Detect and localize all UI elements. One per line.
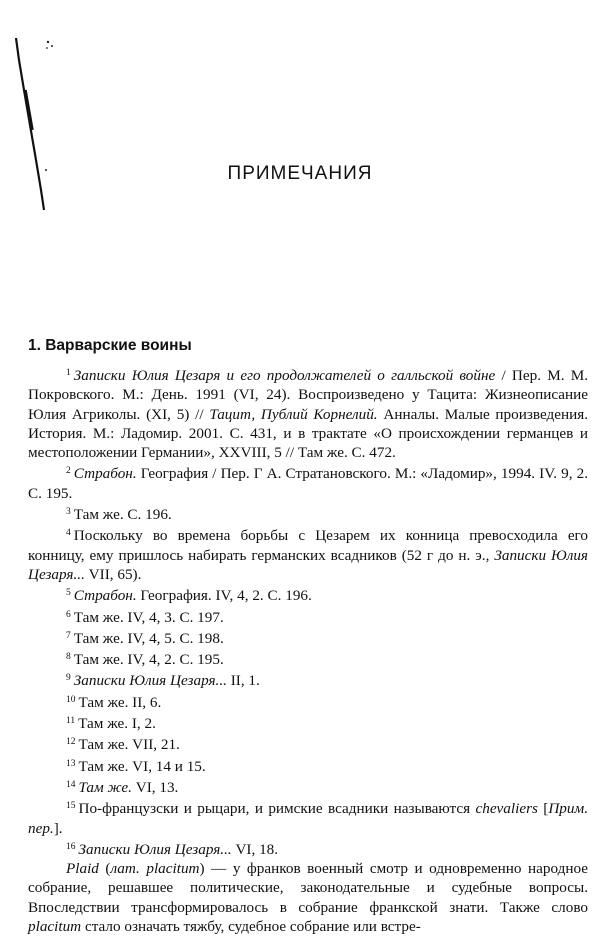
footnote-text: Там же. IV, 4, 2. С. 195. [73, 651, 224, 669]
footnote-number: 1 [66, 368, 71, 378]
footnote-italic-text: Страбон. [73, 587, 137, 605]
footnote [28, 733, 588, 754]
footnote [28, 691, 588, 712]
footnote-text: Там же. VII, 21. [78, 736, 180, 754]
footnote [28, 364, 588, 462]
footnote-text: стало означать тяжбу, судебное собрание или встре- [81, 918, 421, 936]
footnote-number: 14 [66, 779, 76, 790]
footnote-number: 8 [66, 652, 71, 663]
footnote [28, 606, 588, 627]
footnote-text: [ [537, 800, 549, 818]
footnote-text: VI, 13. [131, 778, 179, 796]
footnote [28, 776, 588, 797]
footnote-text: По-французски и рыцари, и римские всадники называются [78, 800, 476, 818]
footnote-italic-text: Plaid [66, 860, 99, 878]
footnote [28, 462, 588, 503]
footnote-number: 3 [66, 507, 71, 518]
footnote-italic-text: chevaliers [475, 800, 538, 818]
footnote-number: 7 [66, 630, 71, 641]
footnote-number: 5 [66, 588, 71, 599]
footnote [28, 648, 588, 669]
footnote [28, 669, 588, 690]
footnote-italic-text: Тацит, Публий Корнелий. [209, 405, 378, 423]
footnote-italic-text: Прим. пер. [28, 800, 588, 837]
footnote-text: / Пер. М. М. Покровского. М.: День. 1991 (VI, 24). Воспроизведено у Тацита: Жизнеописание Юлия Агриколы. (XI, 5) // [28, 367, 588, 423]
footnote [28, 859, 588, 936]
footnote-number: 12 [66, 737, 76, 748]
section-heading: 1. Варварские воины [28, 337, 192, 354]
footnote-text: Анналы. Малые произведения. История. М.: Ладомир. 2001. С. 431, и в трактате «О происхождении германцев и местоположении Германии», XXVIII, 5 // Там же. С. 472. [28, 405, 588, 462]
footnote-text: Там же. IV, 4, 3. С. 197. [73, 608, 224, 626]
footnote-number: 6 [66, 609, 71, 620]
footnote [28, 838, 588, 859]
footnote-italic-text: лат. placitum [110, 860, 200, 878]
footnote-number: 2 [66, 466, 71, 477]
footnote-text: ( [98, 860, 111, 878]
footnote-text: ]. [53, 819, 63, 837]
footnote-text: II, 1. [226, 672, 260, 690]
footnote-italic-text: Записки Юлия Цезаря... [73, 672, 227, 690]
footnote-number: 10 [66, 694, 76, 705]
footnote-number: 15 [66, 801, 76, 812]
notes-list [28, 364, 588, 936]
footnote [28, 524, 588, 584]
footnote [28, 627, 588, 648]
footnote-italic-text: Записки Юлия Цезаря... [78, 840, 232, 858]
footnote-text: VI, 18. [231, 840, 279, 858]
footnote-text: Там же. I, 2. [78, 715, 156, 733]
footnote-italic-text: placitum [28, 918, 82, 936]
scan-artifact-mark [10, 30, 70, 230]
footnote-text: ) — у франков военный смотр и одновременно народное собрание, решавшее политические, законодательные и судебные вопросы. Впоследствии трансформировалось в собрание франкской знати. Также слово [28, 860, 588, 916]
footnote-italic-text: Записки Юлия Цезаря... [28, 546, 588, 583]
footnote-number: 9 [66, 673, 71, 684]
footnote [28, 712, 588, 733]
footnote-text: Там же. С. 196. [73, 506, 172, 524]
footnote-number: 11 [66, 716, 76, 727]
footnote-italic-text: Там же. [78, 778, 132, 796]
footnote-number: 4 [66, 528, 71, 539]
footnote-text: География / Пер. Г А. Стратановского. М.: «Ладомир», 1994. IV. 9, 2. С. 195. [28, 465, 588, 502]
footnote-text: География. IV, 4, 2. С. 196. [136, 587, 312, 605]
footnote-number: 16 [66, 841, 76, 852]
footnote [28, 797, 588, 838]
footnote-italic-text: Страбон. [73, 465, 137, 483]
footnote-text: Там же. VI, 14 и 15. [78, 757, 206, 775]
footnote-text: VII, 65). [84, 565, 142, 583]
footnote [28, 503, 588, 524]
footnote [28, 755, 588, 776]
footnote-text: Там же. IV, 4, 5. С. 198. [73, 629, 224, 647]
footnote-text: Поскольку во времена борьбы с Цезарем их конница превосходила его конницу, ему пришлось набирать германских всадников (52 г до н. э., [28, 527, 588, 564]
page-title: ПРИМЕЧАНИЯ [227, 163, 373, 184]
footnote-number: 13 [66, 758, 76, 769]
footnote [28, 584, 588, 605]
footnote-text: Там же. II, 6. [78, 693, 162, 711]
footnote-italic-text: Записки Юлия Цезаря и его продолжателей о галльской войне [73, 367, 496, 384]
